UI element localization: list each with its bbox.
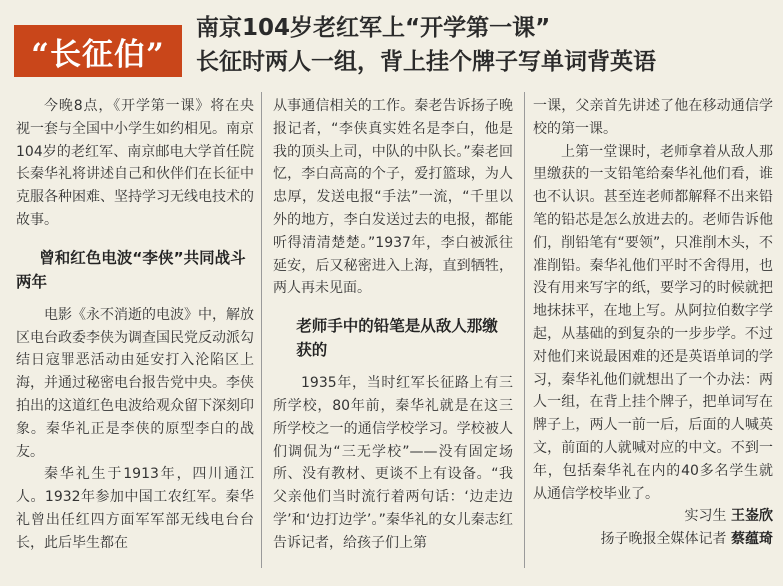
article-column-1: [16, 95, 254, 555]
subheading: 曾和红色电波“李侠”共同战斗两年: [16, 248, 246, 291]
paragraph: 1935年，当时红军长征路上有三所学校，80年前，秦华礼就是在这三所学校之一的通信学校学习。学校被人们调侃为“三无学校”——没有固定场所、没有教材、更谈不上有设备。“我父亲他们当时流行着两句话：‘边走边学’和‘边打边学’。”秦华礼的女儿秦志红告诉记者，给孩子们上第: [273, 375, 513, 551]
byline: [533, 528, 773, 551]
paragraph: 一课，父亲首先讲述了他在移动通信学校的第一课。: [533, 98, 773, 137]
column-divider: [524, 92, 525, 568]
byline-role: 扬子晚报全媒体记者: [600, 531, 727, 548]
byline-role: 实习生: [684, 508, 727, 525]
paragraph: 秦华礼生于1913年，四川通江人。1932年参加中国工农红军。秦华礼曾出任红四方面军军部无线电台台长，此后毕生都在: [16, 466, 254, 551]
article-column-3: [533, 95, 773, 551]
paragraph: 上第一堂课时，老师拿着从敌人那里缴获的一支铅笔给秦华礼他们看，谁也不认识。甚至连老师都解释不出来铅笔的铅芯是怎么放进去的。老师告诉他们，削铅笔有“要领”，只准削木头，不准削铅。秦华礼他们平时不舍得用，也没有用来写字的纸，要学习的时候就把地抹抹平，在地上写。从阿拉伯数字学起，从基础的到复杂的一步步学。不过对他们来说最困难的还是英语单词的学习，秦华礼他们就想出了一个办法：两人一组，在背上挂个牌子，把单词写在牌子上，两人一前一后，后面的人喊英文，前面的人就喊对应的中文。不到一年，包括秦华礼在内的40多名学生就从通信学校毕业了。: [533, 143, 773, 502]
paragraph: 从事通信相关的工作。秦老告诉扬子晚报记者，“李侠真实姓名是李白，他是我的顶头上司，中队的中队长。”秦老回忆，李白高高的个子，爱打篮球，为人忠厚，发送电报“手法”一流，“千里以外的地方，李白发送过去的电报，都能听得清清楚楚。”1937年，李白被派往延安，后又秘密进入上海，直到牺牲，两人再未见面。: [273, 98, 513, 297]
byline-author: 蔡蕴琦: [731, 531, 773, 548]
section-badge: “长征伯”: [14, 25, 182, 77]
byline-author: 王崟欣: [731, 508, 773, 525]
headline-line-1: 南京104岁老红军上“开学第一课”: [196, 15, 551, 41]
column-divider: [261, 92, 262, 568]
headline-line-2: 长征时两人一组，背上挂个牌子写单词背英语: [196, 49, 656, 75]
headline: [196, 13, 776, 79]
subheading: 老师手中的铅笔是从敌人那缴获的: [296, 317, 498, 360]
article-column-2: [273, 95, 513, 555]
paragraph: 电影《永不消逝的电波》中，解放区电台政委李侠为调查国民党反动派勾结日寇罪恶活动由延安打入沦陷区上海，并通过秘密电台报告党中央。李侠拍出的这道红色电波给观众留下深刻印象。秦华礼正是李侠的原型李白的战友。: [16, 306, 254, 460]
paragraph: 今晚8点，《开学第一课》将在央视一套与全国中小学生如约相见。南京104岁的老红军、南京邮电大学首任院长秦华礼将讲述自己和伙伴们在长征中克服各种困难、坚持学习无线电技术的故事。: [16, 98, 254, 228]
byline: [533, 505, 773, 528]
